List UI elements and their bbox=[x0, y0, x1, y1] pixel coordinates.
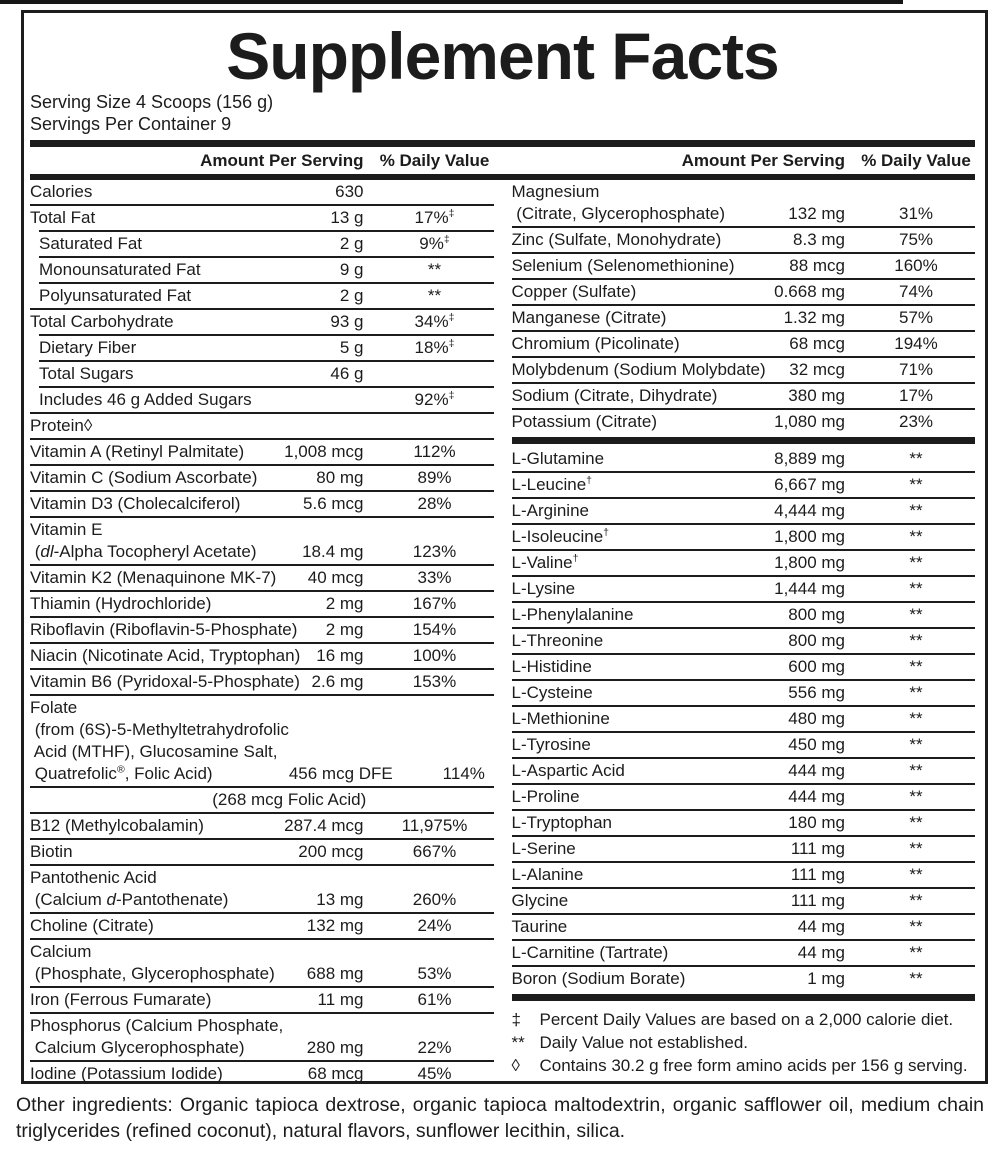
divider-bar-top bbox=[30, 140, 975, 147]
nutrient-amount: 800 mg bbox=[788, 631, 845, 650]
nutrient-row bbox=[30, 840, 494, 864]
nutrient-name: Molybdenum (Sodium Molybdate) bbox=[511, 360, 766, 379]
nutrient-row bbox=[512, 473, 976, 497]
nutrient-name: L-Carnitine (Tartrate) bbox=[511, 943, 669, 962]
nutrient-daily-value: ** bbox=[909, 813, 923, 832]
footnote-symbol: ** bbox=[511, 1033, 525, 1052]
nutrient-name: Magnesium (Citrate, Glycerophosphate) bbox=[511, 182, 726, 223]
nutrient-columns bbox=[30, 180, 975, 1084]
nutrient-daily-value: 17%‡ bbox=[414, 207, 455, 227]
nutrient-row bbox=[512, 681, 976, 705]
amount-per-serving-header: Amount Per Serving bbox=[200, 151, 364, 170]
nutrient-name: Saturated Fat bbox=[39, 234, 143, 253]
nutrient-daily-value: 11,975% bbox=[401, 816, 468, 835]
nutrient-daily-value: 100% bbox=[412, 646, 457, 665]
other-ingredients: Other ingredients: Organic tapioca dextrose, organic tapioca maltodextrin, organic safflower oil, medium chain triglycerides (refined coconut), natural flavors, sunflower lecithin, silica. bbox=[16, 1094, 984, 1142]
nutrient-amount: 556 mg bbox=[788, 683, 845, 702]
nutrient-amount: 1 mg bbox=[807, 969, 845, 988]
nutrient-row bbox=[512, 733, 976, 757]
nutrient-amount: 4,444 mg bbox=[774, 501, 845, 520]
nutrient-row bbox=[30, 466, 494, 490]
nutrient-amount: 44 mg bbox=[797, 943, 845, 962]
nutrient-row bbox=[30, 388, 494, 412]
nutrient-amount: 2 mg bbox=[325, 620, 364, 639]
nutrient-row bbox=[512, 629, 976, 653]
nutrient-row bbox=[30, 1062, 494, 1084]
nutrient-daily-value: 167% bbox=[412, 594, 457, 613]
nutrient-name: Iron (Ferrous Fumarate) bbox=[30, 990, 212, 1009]
nutrient-amount: 444 mg bbox=[788, 787, 845, 806]
nutrient-name: L-Leucine† bbox=[511, 474, 593, 494]
nutrient-row bbox=[512, 577, 976, 601]
nutrient-amount: 630 bbox=[335, 182, 364, 201]
nutrient-daily-value: ** bbox=[909, 943, 923, 962]
footnote-text: Percent Daily Values are based on a 2,000 calorie diet. bbox=[539, 1010, 954, 1029]
nutrient-name: Manganese (Citrate) bbox=[511, 308, 667, 327]
nutrient-name: Choline (Citrate) bbox=[30, 916, 154, 935]
nutrient-amount: 280 mg bbox=[306, 1038, 364, 1057]
nutrient-daily-value: ** bbox=[909, 917, 923, 936]
nutrient-row bbox=[512, 967, 976, 991]
nutrient-daily-value: 123% bbox=[412, 542, 457, 561]
nutrient-name: Vitamin D3 (Cholecalciferol) bbox=[30, 494, 241, 513]
nutrient-row bbox=[512, 384, 976, 408]
nutrient-amount: 1.32 mg bbox=[783, 308, 845, 327]
nutrient-row bbox=[30, 440, 494, 464]
nutrient-name: Monounsaturated Fat bbox=[39, 260, 201, 279]
nutrient-name: Biotin bbox=[30, 842, 73, 861]
nutrient-amount: 8.3 mg bbox=[793, 230, 845, 249]
section-divider-bar bbox=[512, 994, 976, 1001]
nutrient-name: L-Tyrosine bbox=[511, 735, 591, 754]
nutrient-amount: 444 mg bbox=[788, 761, 845, 780]
column-headers-right bbox=[512, 150, 976, 171]
nutrient-row bbox=[512, 837, 976, 861]
nutrient-amount: 6,667 mg bbox=[774, 475, 845, 494]
nutrient-amount: 287.4 mcg bbox=[284, 816, 364, 835]
nutrient-daily-value: ** bbox=[909, 449, 923, 468]
column-headers-row bbox=[30, 147, 975, 174]
nutrient-daily-value: ** bbox=[909, 579, 923, 598]
nutrient-name: Riboflavin (Riboflavin-5-Phosphate) bbox=[30, 620, 298, 639]
nutrient-daily-value: 33% bbox=[417, 568, 452, 587]
nutrient-amount: 9 g bbox=[339, 260, 364, 279]
nutrient-name: L-Glutamine bbox=[511, 449, 605, 468]
nutrient-name: Polyunsaturated Fat bbox=[39, 286, 192, 305]
nutrient-name: Vitamin K2 (Menaquinone MK-7) bbox=[30, 568, 277, 587]
nutrient-daily-value: 89% bbox=[417, 468, 452, 487]
nutrient-row bbox=[512, 941, 976, 965]
nutrient-daily-value: ** bbox=[427, 286, 442, 305]
nutrient-row bbox=[512, 655, 976, 679]
nutrient-amount: 5.6 mcg bbox=[303, 494, 364, 513]
nutrient-daily-value: ** bbox=[909, 683, 923, 702]
nutrient-daily-value: ** bbox=[909, 657, 923, 676]
nutrient-daily-value: ** bbox=[909, 761, 923, 780]
nutrient-daily-value: 667% bbox=[412, 842, 457, 861]
nutrient-daily-value: 22% bbox=[417, 1038, 452, 1057]
nutrient-row bbox=[512, 280, 976, 304]
nutrient-name: Total Carbohydrate bbox=[30, 312, 174, 331]
nutrient-name: Boron (Sodium Borate) bbox=[511, 969, 686, 988]
nutrient-daily-value: 74% bbox=[898, 282, 934, 301]
footnotes bbox=[512, 1004, 976, 1077]
nutrient-amount: 11 mg bbox=[317, 990, 364, 1009]
nutrient-name: Calories bbox=[30, 182, 93, 201]
nutrient-amount: 18.4 mg bbox=[302, 542, 364, 561]
nutrient-daily-value: 24% bbox=[417, 916, 452, 935]
nutrient-daily-value: 45% bbox=[417, 1064, 452, 1083]
nutrient-amount: 5 g bbox=[339, 338, 364, 357]
nutrient-daily-value: 71% bbox=[898, 360, 934, 379]
nutrient-daily-value: 9%‡ bbox=[419, 233, 450, 253]
nutrient-amount: 132 mg bbox=[306, 916, 364, 935]
nutrient-row bbox=[30, 180, 494, 204]
nutrient-row bbox=[30, 206, 494, 230]
amount-per-serving-header: Amount Per Serving bbox=[681, 151, 845, 170]
nutrient-daily-value: ** bbox=[909, 501, 923, 520]
nutrient-amount: 46 g bbox=[330, 364, 364, 383]
nutrient-amount: 13 mg bbox=[316, 890, 364, 909]
spacer bbox=[30, 150, 200, 171]
spacer bbox=[512, 150, 682, 171]
nutrient-amount: 1,800 mg bbox=[774, 527, 845, 546]
footnote-symbol: ‡ bbox=[511, 1010, 521, 1029]
nutrient-amount: 68 mcg bbox=[307, 1064, 364, 1083]
nutrient-amount: 1,800 mg bbox=[774, 553, 845, 572]
nutrient-row bbox=[512, 358, 976, 382]
nutrient-amount: 456 mcg DFE bbox=[288, 764, 393, 783]
nutrient-daily-value: ** bbox=[909, 969, 923, 988]
nutrient-row bbox=[30, 336, 494, 360]
nutrient-name: Chromium (Picolinate) bbox=[511, 334, 680, 353]
nutrient-daily-value: 23% bbox=[898, 412, 934, 431]
nutrient-daily-value: 31% bbox=[898, 204, 934, 223]
nutrient-daily-value: 260% bbox=[412, 890, 457, 909]
nutrient-name: Includes 46 g Added Sugars bbox=[39, 390, 252, 409]
nutrient-daily-value: 92%‡ bbox=[414, 389, 455, 409]
daily-value-header: % Daily Value bbox=[379, 151, 490, 170]
nutrient-amount: 480 mg bbox=[788, 709, 845, 728]
nutrient-row bbox=[30, 414, 494, 438]
nutrient-amount: 200 mcg bbox=[298, 842, 364, 861]
nutrient-row bbox=[30, 670, 494, 694]
serving-size: Serving Size 4 Scoops (156 g) bbox=[30, 92, 274, 112]
nutrient-name: L-Aspartic Acid bbox=[511, 761, 625, 780]
nutrient-row bbox=[512, 447, 976, 471]
column-headers-left bbox=[30, 150, 494, 171]
nutrient-name: Taurine bbox=[511, 917, 568, 936]
nutrient-amount: 44 mg bbox=[797, 917, 845, 936]
nutrient-name: Calcium (Phosphate, Glycerophosphate) bbox=[30, 942, 275, 983]
footnote bbox=[512, 1054, 976, 1077]
nutrient-row bbox=[30, 232, 494, 256]
nutrient-name: L-Phenylalanine bbox=[511, 605, 634, 624]
nutrient-amount: 111 mg bbox=[790, 891, 845, 910]
nutrient-daily-value: 114% bbox=[442, 764, 485, 783]
nutrient-row bbox=[512, 785, 976, 809]
nutrient-amount: 1,008 mcg bbox=[284, 442, 364, 461]
nutrient-name: B12 (Methylcobalamin) bbox=[30, 816, 204, 835]
nutrient-daily-value: 153% bbox=[412, 672, 457, 691]
nutrient-name: L-Arginine bbox=[511, 501, 589, 520]
nutrient-name: L-Threonine bbox=[511, 631, 604, 650]
nutrient-name: Sodium (Citrate, Dihydrate) bbox=[511, 386, 718, 405]
nutrient-row bbox=[512, 332, 976, 356]
nutrient-name: L-Alanine bbox=[511, 865, 584, 884]
nutrient-row bbox=[512, 707, 976, 731]
nutrient-name: Zinc (Sulfate, Monohydrate) bbox=[511, 230, 722, 249]
scan-edge-artifact bbox=[0, 0, 903, 4]
nutrient-row bbox=[512, 551, 976, 575]
footnote bbox=[512, 1031, 976, 1054]
nutrient-name: Dietary Fiber bbox=[39, 338, 137, 357]
nutrient-name: Folate (from (6S)-5-Methyltetrahydrofolic Acid (MTHF), Glucosamine Salt, Quatrefolic®, Folic Acid) bbox=[30, 698, 289, 783]
nutrient-amount: 68 mcg bbox=[789, 334, 845, 353]
nutrient-name: L-Isoleucine† bbox=[511, 526, 610, 546]
nutrient-amount: 800 mg bbox=[788, 605, 845, 624]
nutrient-row bbox=[30, 988, 494, 1012]
nutrient-name: Copper (Sulfate) bbox=[511, 282, 637, 301]
nutrient-row bbox=[512, 410, 976, 434]
nutrient-row bbox=[30, 940, 494, 986]
nutrient-daily-value: ** bbox=[909, 839, 923, 858]
nutrient-row bbox=[512, 306, 976, 330]
nutrient-name: L-Cysteine bbox=[511, 683, 593, 702]
nutrient-name: Total Sugars bbox=[39, 364, 134, 383]
nutrient-daily-value: 34%‡ bbox=[414, 311, 455, 331]
nutrient-row bbox=[30, 814, 494, 838]
nutrient-name: Iodine (Potassium Iodide) bbox=[30, 1064, 223, 1083]
nutrient-column-right bbox=[512, 180, 976, 1084]
nutrient-amount: 1,444 mg bbox=[774, 579, 845, 598]
nutrient-name: Total Fat bbox=[30, 208, 96, 227]
nutrient-name: L-Tryptophan bbox=[511, 813, 612, 832]
nutrient-row bbox=[30, 518, 494, 564]
nutrient-daily-value: ** bbox=[909, 891, 923, 910]
footnote-text: Contains 30.2 g free form amino acids per 156 g serving. bbox=[539, 1056, 968, 1075]
nutrient-name: Vitamin E (dl-Alpha Tocopheryl Acetate) bbox=[30, 520, 257, 561]
nutrient-name: Selenium (Selenomethionine) bbox=[511, 256, 735, 275]
nutrient-amount: 13 g bbox=[330, 208, 364, 227]
nutrient-amount: 600 mg bbox=[788, 657, 845, 676]
sub-value-row: (268 mcg Folic Acid) bbox=[212, 790, 367, 809]
nutrient-amount: 40 mcg bbox=[307, 568, 364, 587]
nutrient-name: Potassium (Citrate) bbox=[511, 412, 657, 431]
nutrient-row bbox=[30, 644, 494, 668]
nutrient-row bbox=[30, 618, 494, 642]
nutrient-row bbox=[30, 566, 494, 590]
nutrient-daily-value: ** bbox=[909, 605, 923, 624]
nutrient-row bbox=[512, 759, 976, 783]
nutrient-column-left bbox=[30, 180, 494, 1084]
nutrient-daily-value: ** bbox=[909, 631, 923, 650]
nutrient-row bbox=[30, 592, 494, 616]
panel-title: Supplement Facts bbox=[226, 19, 779, 93]
nutrient-row bbox=[512, 228, 976, 252]
nutrient-row bbox=[30, 696, 494, 786]
nutrient-daily-value: 53% bbox=[417, 964, 452, 983]
nutrient-daily-value: ** bbox=[909, 475, 923, 494]
nutrient-amount: 88 mcg bbox=[789, 256, 845, 275]
nutrient-daily-value: ** bbox=[909, 787, 923, 806]
nutrient-amount: 180 mg bbox=[788, 813, 845, 832]
nutrient-name: Vitamin C (Sodium Ascorbate) bbox=[30, 468, 258, 487]
nutrient-name: Protein◊ bbox=[30, 416, 93, 435]
nutrient-row bbox=[512, 863, 976, 887]
nutrient-amount: 80 mg bbox=[316, 468, 364, 487]
nutrient-amount: 1,080 mg bbox=[774, 412, 845, 431]
footnote-text: Daily Value not established. bbox=[539, 1033, 749, 1052]
nutrient-name: L-Serine bbox=[511, 839, 576, 858]
nutrient-amount: 111 mg bbox=[790, 839, 845, 858]
nutrient-row bbox=[30, 362, 494, 386]
nutrient-daily-value: ** bbox=[909, 553, 923, 572]
nutrient-amount: 32 mcg bbox=[789, 360, 845, 379]
nutrient-row bbox=[30, 866, 494, 912]
nutrient-amount: 2 g bbox=[339, 234, 364, 253]
nutrient-name: Pantothenic Acid (Calcium d-Pantothenate) bbox=[30, 868, 229, 909]
nutrient-row bbox=[512, 889, 976, 913]
nutrient-amount: 450 mg bbox=[788, 735, 845, 754]
nutrient-daily-value: 28% bbox=[417, 494, 452, 513]
nutrient-amount: 2 mg bbox=[325, 594, 364, 613]
nutrient-daily-value: ** bbox=[427, 260, 442, 279]
nutrient-name: Glycine bbox=[511, 891, 569, 910]
nutrient-amount: 111 mg bbox=[790, 865, 845, 884]
nutrient-daily-value: 160% bbox=[894, 256, 938, 275]
nutrient-row bbox=[512, 180, 976, 226]
servings-per-container: Servings Per Container 9 bbox=[30, 114, 232, 134]
nutrient-amount: 8,889 mg bbox=[774, 449, 845, 468]
nutrient-row bbox=[512, 499, 976, 523]
nutrient-daily-value: 154% bbox=[412, 620, 457, 639]
nutrient-row bbox=[512, 525, 976, 549]
nutrient-amount: 2 g bbox=[339, 286, 364, 305]
nutrient-name: L-Valine† bbox=[511, 552, 579, 572]
nutrient-name: Phosphorus (Calcium Phosphate, Calcium Glycerophosphate) bbox=[30, 1016, 284, 1057]
nutrient-daily-value: 18%‡ bbox=[414, 337, 455, 357]
nutrient-daily-value: 112% bbox=[413, 442, 456, 461]
nutrient-row bbox=[512, 254, 976, 278]
nutrient-row bbox=[30, 258, 494, 282]
section-divider-bar bbox=[512, 437, 976, 444]
nutrient-daily-value: 75% bbox=[898, 230, 934, 249]
nutrient-name: Thiamin (Hydrochloride) bbox=[30, 594, 212, 613]
nutrient-row bbox=[512, 915, 976, 939]
nutrient-daily-value: 17% bbox=[898, 386, 934, 405]
nutrient-daily-value: ** bbox=[909, 735, 923, 754]
footnote bbox=[512, 1008, 976, 1031]
footnote-symbol: ◊ bbox=[511, 1056, 520, 1075]
supplement-facts-panel bbox=[21, 10, 988, 1084]
daily-value-header: % Daily Value bbox=[861, 151, 971, 170]
nutrient-daily-value: 194% bbox=[894, 334, 938, 353]
nutrient-name: Niacin (Nicotinate Acid, Tryptophan) bbox=[30, 646, 301, 665]
nutrient-row bbox=[30, 914, 494, 938]
nutrient-amount: 132 mg bbox=[788, 204, 845, 223]
nutrient-daily-value: ** bbox=[909, 527, 923, 546]
nutrient-daily-value: 57% bbox=[898, 308, 934, 327]
nutrient-row bbox=[30, 1014, 494, 1060]
nutrient-daily-value: ** bbox=[909, 865, 923, 884]
nutrient-row bbox=[512, 603, 976, 627]
nutrient-daily-value: 61% bbox=[417, 990, 452, 1009]
nutrient-amount: 16 mg bbox=[316, 646, 364, 665]
nutrient-row bbox=[30, 310, 494, 334]
nutrient-name: L-Histidine bbox=[511, 657, 592, 676]
nutrient-row bbox=[30, 492, 494, 516]
nutrient-name: L-Methionine bbox=[511, 709, 610, 728]
nutrient-amount: 688 mg bbox=[306, 964, 364, 983]
nutrient-name: L-Proline bbox=[511, 787, 580, 806]
nutrient-name: L-Lysine bbox=[511, 579, 576, 598]
nutrient-amount: 0.668 mg bbox=[774, 282, 845, 301]
nutrient-name: Vitamin B6 (Pyridoxal-5-Phosphate) bbox=[30, 672, 300, 691]
nutrient-row bbox=[512, 811, 976, 835]
nutrient-amount: 93 g bbox=[330, 312, 364, 331]
nutrient-amount: 380 mg bbox=[788, 386, 845, 405]
nutrient-daily-value: ** bbox=[909, 709, 923, 728]
nutrient-name: Vitamin A (Retinyl Palmitate) bbox=[30, 442, 245, 461]
nutrient-amount: 2.6 mg bbox=[311, 672, 364, 691]
nutrient-row bbox=[30, 284, 494, 308]
